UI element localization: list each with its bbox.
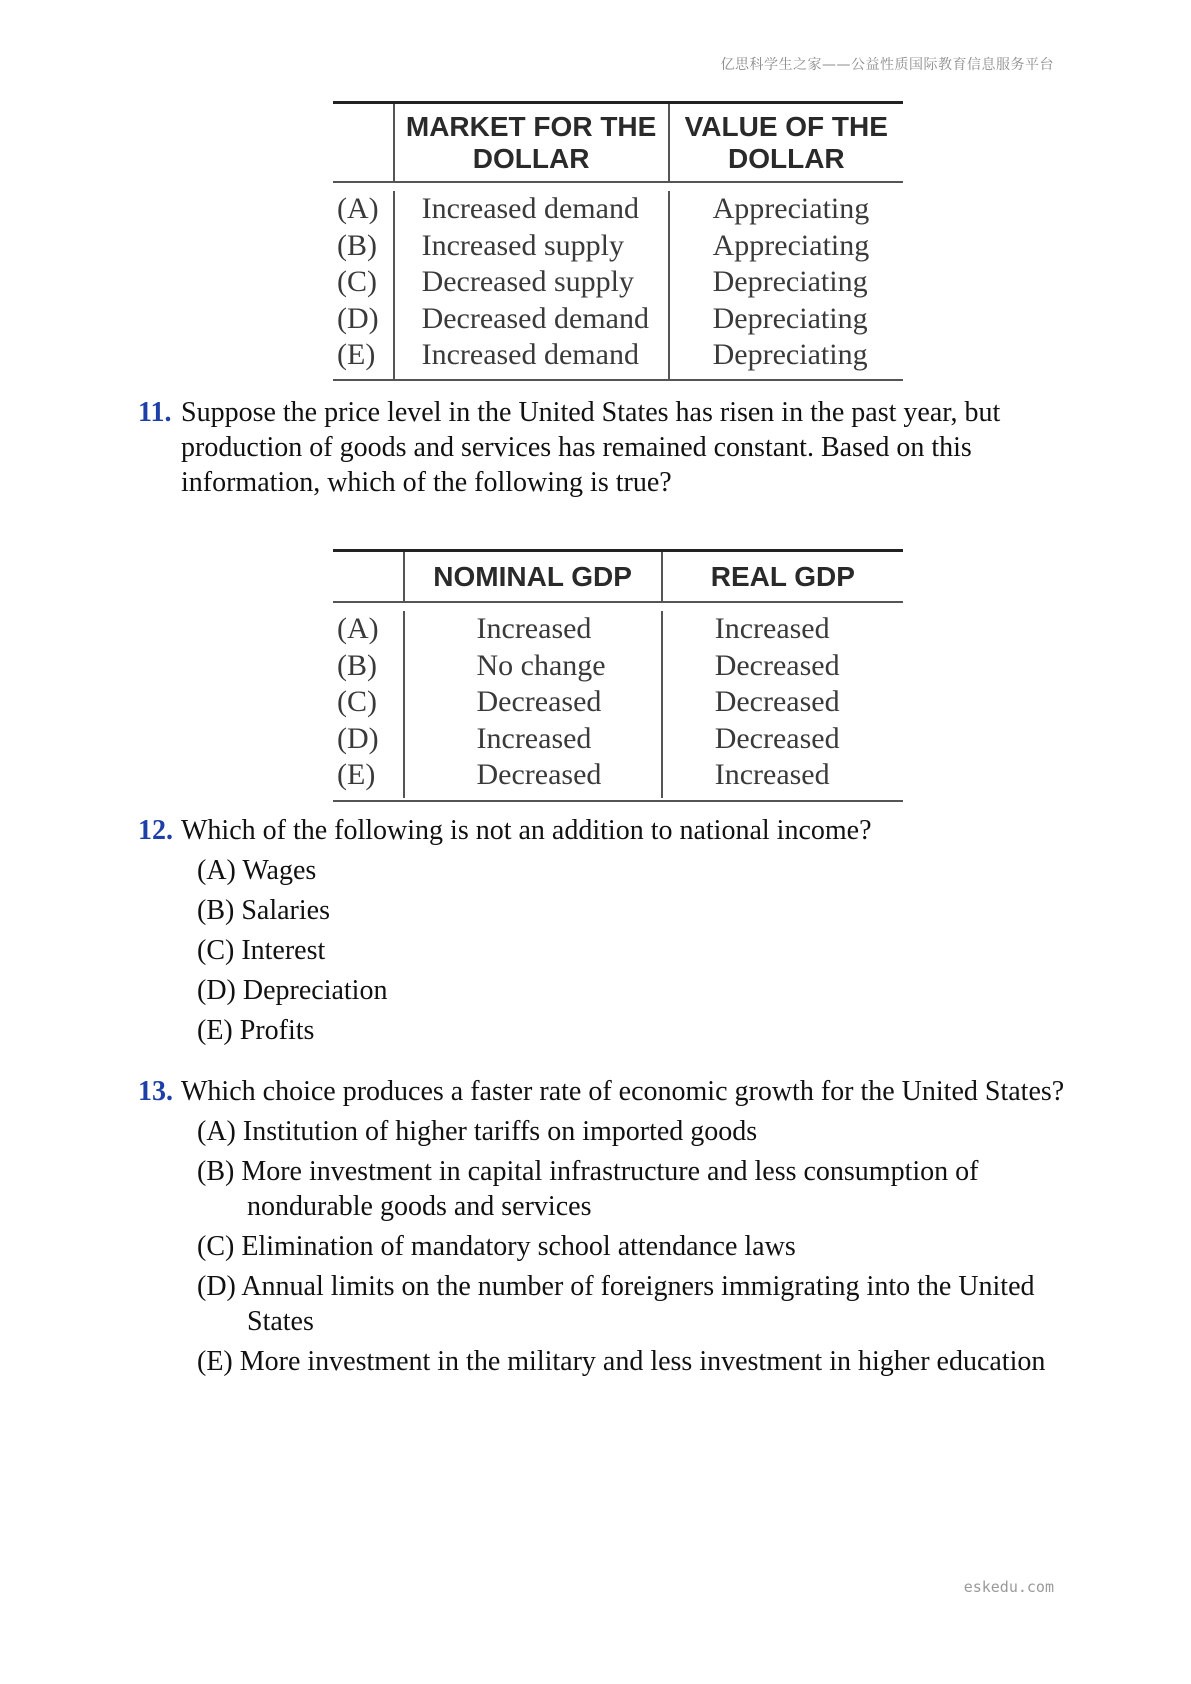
- answer-choice: (C) Interest: [197, 935, 326, 966]
- answer-choices: [197, 853, 1098, 1048]
- answer-choice: (C) Elimination of mandatory school attendance laws: [197, 1231, 796, 1262]
- page-header: 亿思科学生之家——公益性质国际教育信息服务平台: [720, 57, 1054, 73]
- answer-choice: (B) More investment in capital infrastructure and less consumption of nondurable goods and services: [197, 1156, 979, 1222]
- option-letter: (B): [337, 228, 377, 262]
- real-gdp-cell: Decreased: [714, 648, 840, 682]
- question-text: Suppose the price level in the United States has risen in the past year, but production of goods and services has remained constant. Based on this information, which of the following is true?: [181, 397, 1001, 498]
- answer-choice: (E) More investment in the military and less investment in higher education: [197, 1346, 1046, 1377]
- question-number: 11.: [138, 397, 172, 428]
- question-text: Which choice produces a faster rate of economic growth for the United States?: [181, 1076, 1065, 1107]
- option-letter: (C): [337, 265, 377, 298]
- column-header-real-gdp: REAL GDP: [710, 560, 855, 592]
- option-letter: (E): [337, 338, 376, 371]
- nominal-gdp-column: [405, 611, 663, 798]
- options-table-gdp: [333, 549, 903, 802]
- real-gdp-cell: Decreased: [714, 685, 840, 718]
- market-column: [395, 191, 670, 379]
- real-gdp-cell: Increased: [714, 758, 830, 791]
- market-cell: Decreased demand: [421, 301, 649, 335]
- page-footer: eskedu.com: [963, 1578, 1054, 1596]
- value-cell: Depreciating: [712, 301, 868, 335]
- question-text: Which of the following is not an addition to national income?: [181, 815, 872, 846]
- question-12: [138, 813, 1098, 1053]
- options-table-dollar: [333, 101, 903, 381]
- option-letter: (E): [337, 758, 376, 791]
- market-cell: Increased supply: [421, 228, 625, 262]
- nominal-gdp-cell: Increased: [476, 612, 592, 645]
- question-13: [138, 1074, 1103, 1384]
- value-column: [670, 191, 903, 379]
- answer-choice: (A) Wages: [197, 855, 317, 886]
- answer-choice: (A) Institution of higher tariffs on imported goods: [197, 1116, 758, 1147]
- value-cell: Depreciating: [712, 338, 868, 371]
- value-cell: Appreciating: [712, 228, 870, 262]
- real-gdp-cell: Increased: [714, 612, 830, 645]
- answer-choices: [197, 1114, 1103, 1379]
- column-header-nominal-gdp: NOMINAL GDP: [405, 552, 663, 601]
- answer-choice: (E) Profits: [197, 1015, 315, 1046]
- question-number: 12.: [138, 815, 173, 846]
- table-header-row: [333, 104, 903, 183]
- value-cell: Appreciating: [712, 192, 870, 225]
- value-cell: Depreciating: [712, 265, 868, 298]
- letter-column: [333, 611, 405, 798]
- option-letter: (A): [337, 192, 379, 225]
- answer-choice: (B) Salaries: [197, 895, 330, 926]
- nominal-gdp-cell: Decreased: [476, 758, 602, 791]
- table-header-blank: [333, 104, 395, 181]
- market-cell: Decreased supply: [421, 265, 634, 298]
- real-gdp-column: [663, 611, 903, 798]
- option-letter: (D): [337, 301, 379, 335]
- option-letter: (A): [337, 612, 379, 645]
- market-cell: Increased demand: [421, 192, 639, 225]
- answer-choice: (D) Annual limits on the number of foreigners immigrating into the United States: [197, 1271, 1035, 1337]
- table-header-blank: [333, 552, 405, 601]
- column-header-market: MARKET FOR THE DOLLAR: [395, 104, 670, 181]
- nominal-gdp-cell: Decreased: [476, 685, 602, 718]
- answer-choice: (D) Depreciation: [197, 975, 388, 1006]
- option-letter: (B): [337, 648, 377, 682]
- market-cell: Increased demand: [421, 338, 639, 371]
- option-letter: (C): [337, 685, 377, 718]
- option-letter: (D): [337, 721, 379, 755]
- column-header-value: VALUE OF THE DOLLAR: [684, 110, 888, 174]
- question-11: [138, 395, 1068, 500]
- nominal-gdp-cell: Increased: [476, 721, 592, 755]
- real-gdp-cell: Decreased: [714, 721, 840, 755]
- question-number: 13.: [138, 1076, 173, 1107]
- nominal-gdp-cell: No change: [476, 648, 606, 682]
- letter-column: [333, 191, 395, 379]
- table-header-row: [333, 552, 903, 603]
